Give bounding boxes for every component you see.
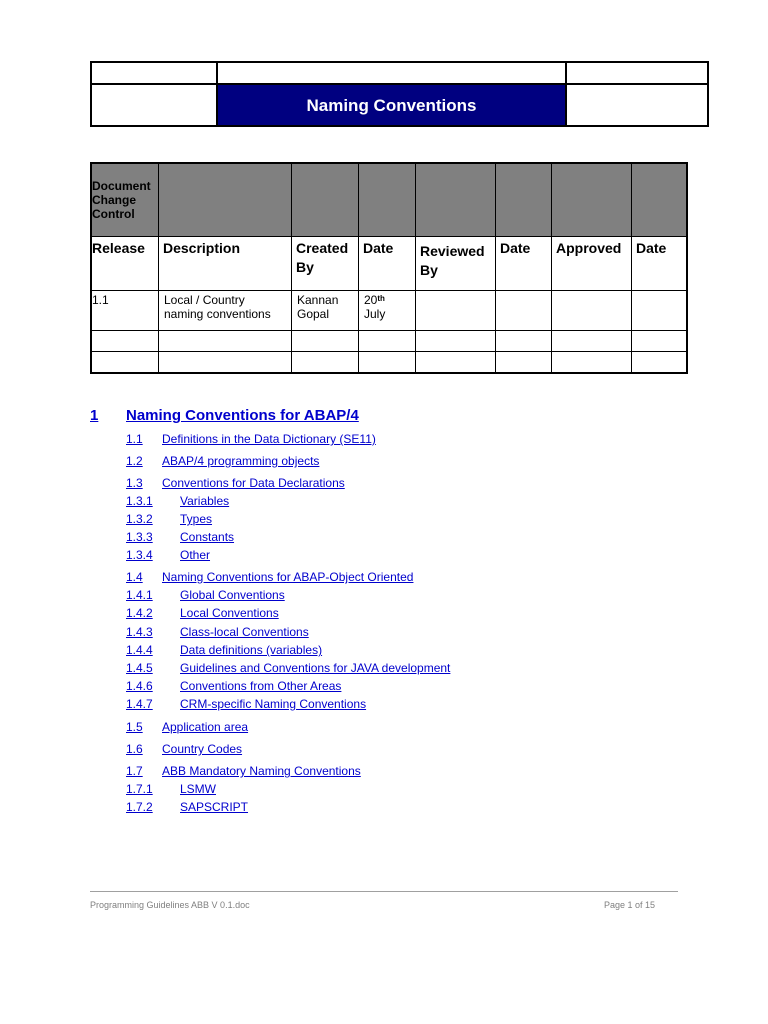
toc-link[interactable]: Country Codes <box>162 742 243 756</box>
toc-number[interactable]: 1.4.6 <box>126 679 153 693</box>
page-title: Naming Conventions <box>217 84 566 126</box>
toc-link[interactable]: SAPSCRIPT <box>180 800 249 814</box>
toc-link[interactable]: Global Conventions <box>180 588 285 602</box>
toc-number[interactable]: 1.3.3 <box>126 530 153 544</box>
column-header: Date <box>359 237 416 291</box>
release-cell: 1.1 <box>91 291 159 331</box>
toc-link[interactable]: Class-local Conventions <box>180 625 309 639</box>
toc-link[interactable]: Naming Conventions for ABAP/4 <box>126 407 359 424</box>
toc-number[interactable]: 1.4.3 <box>126 625 153 639</box>
toc-link[interactable]: ABAP/4 programming objects <box>162 454 320 468</box>
column-header: Date <box>632 237 688 291</box>
toc-link[interactable]: Variables <box>180 494 230 508</box>
toc-number[interactable]: 1.1 <box>126 432 143 446</box>
column-header: Approved <box>552 237 632 291</box>
reviewed-by-cell <box>416 291 496 331</box>
toc-number[interactable]: 1 <box>90 407 99 424</box>
toc-number[interactable]: 1.3 <box>126 476 143 490</box>
toc-link[interactable]: Application area <box>162 720 249 734</box>
toc-number[interactable]: 1.4.7 <box>126 697 153 711</box>
change-control-label: Document Change Control <box>91 163 159 237</box>
column-header: Reviewed By <box>416 237 496 291</box>
toc-link[interactable]: Definitions in the Data Dictionary (SE11) <box>162 432 376 446</box>
column-header: Release <box>91 237 159 291</box>
approved-cell <box>552 291 632 331</box>
toc-link[interactable]: Other <box>180 548 211 562</box>
toc-number[interactable]: 1.4 <box>126 570 143 584</box>
toc-link[interactable]: Conventions from Other Areas <box>180 679 342 693</box>
column-header: Created By <box>292 237 359 291</box>
toc-link[interactable]: Naming Conventions for ABAP-Object Oriented <box>162 570 414 584</box>
table-row <box>91 291 687 331</box>
toc-link[interactable]: Conventions for Data Declarations <box>162 476 345 490</box>
change-control-table <box>90 162 688 374</box>
toc-link[interactable]: Guidelines and Conventions for JAVA development <box>180 661 451 675</box>
toc-number[interactable]: 1.7.1 <box>126 782 153 796</box>
toc-number[interactable]: 1.4.2 <box>126 606 153 620</box>
toc-number[interactable]: 1.4.1 <box>126 588 153 602</box>
toc-link[interactable]: Types <box>180 512 213 526</box>
header-cell <box>217 62 566 84</box>
header-cell <box>91 62 217 84</box>
toc-link[interactable]: Local Conventions <box>180 606 279 620</box>
toc-number[interactable]: 1.7.2 <box>126 800 153 814</box>
description-cell: Local / Country naming conventions <box>159 291 292 331</box>
header-cell <box>566 84 708 126</box>
toc-number[interactable]: 1.7 <box>126 764 143 778</box>
toc-link[interactable]: CRM-specific Naming Conventions <box>180 697 367 711</box>
date-cell <box>496 291 552 331</box>
toc-link[interactable]: Data definitions (variables) <box>180 643 323 657</box>
footer-filename: Programming Guidelines ABB V 0.1.doc <box>90 900 250 910</box>
toc-link[interactable]: Constants <box>180 530 235 544</box>
date-cell: 20th July <box>359 291 416 331</box>
toc-link[interactable]: LSMW <box>180 782 216 796</box>
toc-number[interactable]: 1.3.2 <box>126 512 153 526</box>
toc-number[interactable]: 1.6 <box>126 742 143 756</box>
toc-number[interactable]: 1.3.1 <box>126 494 153 508</box>
toc-number[interactable]: 1.5 <box>126 720 143 734</box>
header-cell <box>566 62 708 84</box>
footer-divider <box>90 891 678 892</box>
table-row <box>91 331 687 352</box>
toc-number[interactable]: 1.4.4 <box>126 643 153 657</box>
toc-number[interactable]: 1.4.5 <box>126 661 153 675</box>
header-table <box>90 61 709 127</box>
table-row <box>91 352 687 374</box>
column-header: Date <box>496 237 552 291</box>
created-by-cell: Kannan Gopal <box>292 291 359 331</box>
column-header: Description <box>159 237 292 291</box>
toc-number[interactable]: 1.2 <box>126 454 143 468</box>
header-cell <box>91 84 217 126</box>
footer-page-number: Page 1 of 15 <box>604 900 656 910</box>
toc-number[interactable]: 1.3.4 <box>126 548 153 562</box>
toc-link[interactable]: ABB Mandatory Naming Conventions <box>162 764 361 778</box>
date-cell <box>632 291 688 331</box>
